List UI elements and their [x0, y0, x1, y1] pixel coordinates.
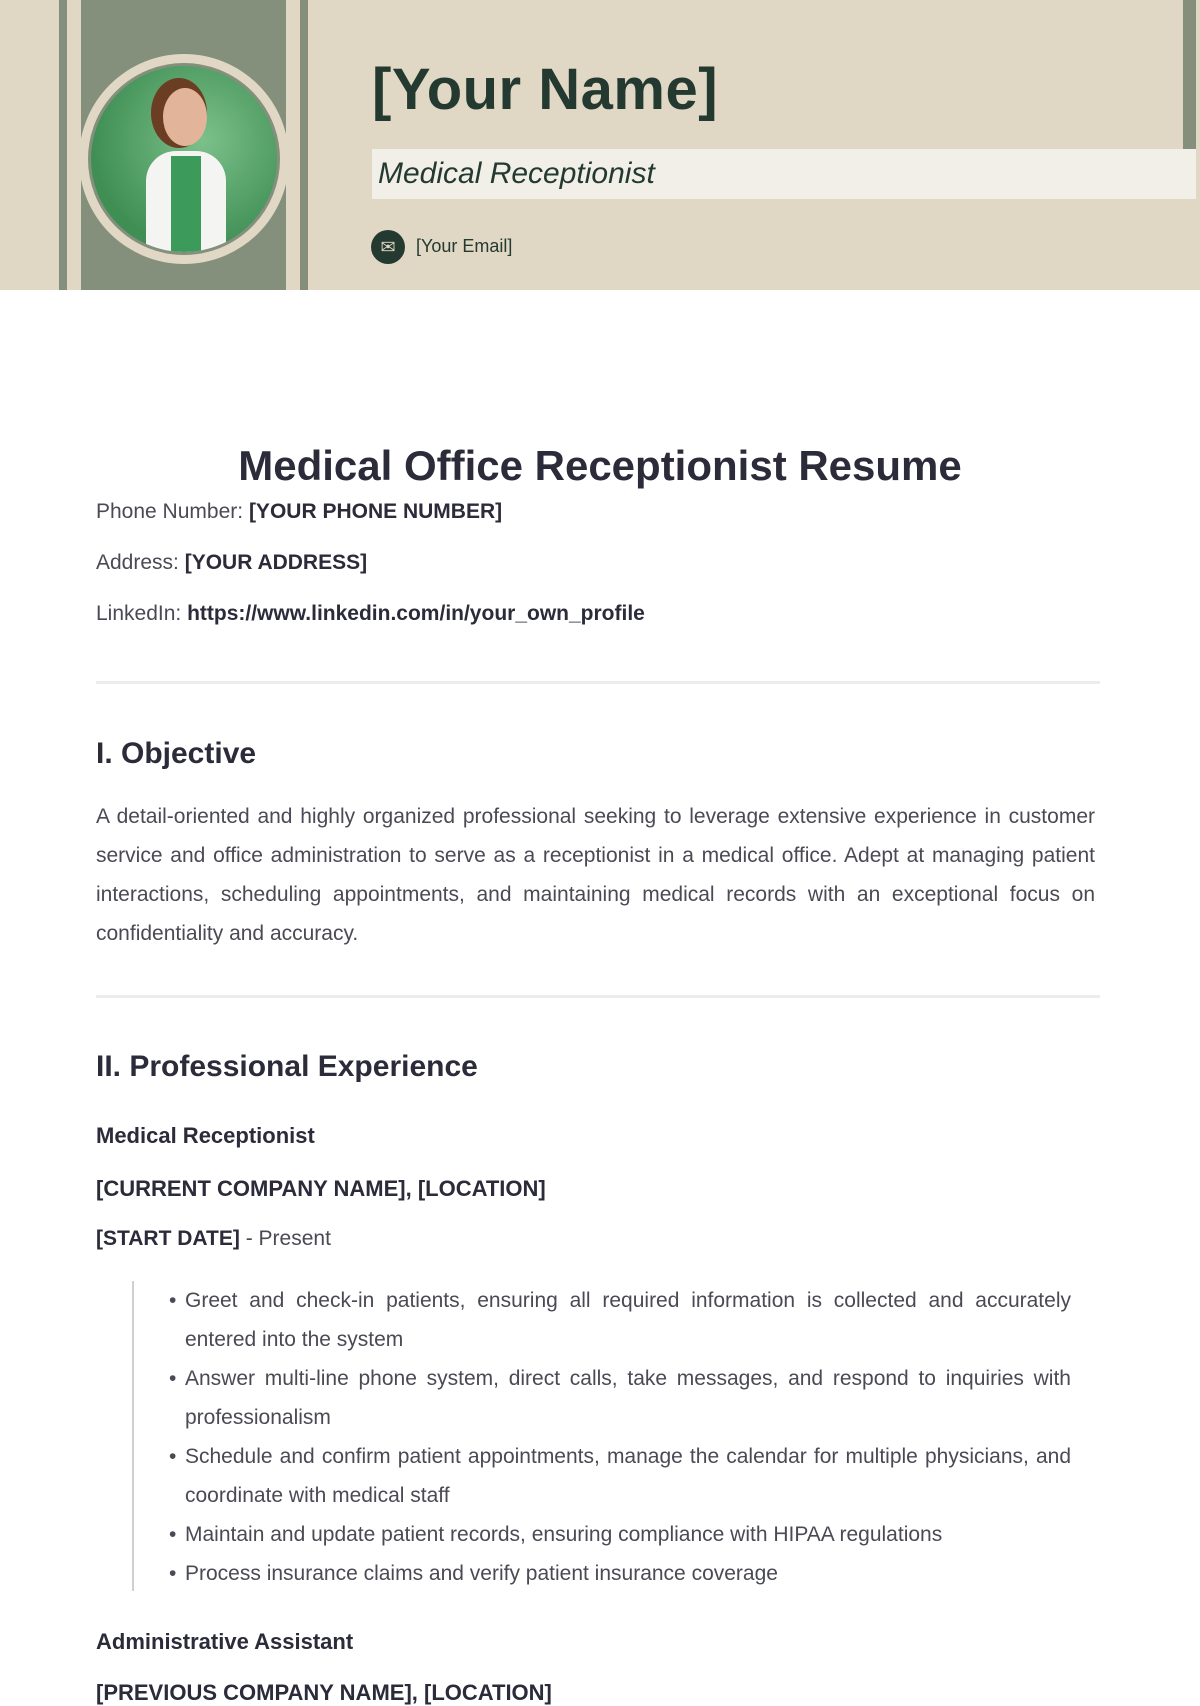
decorative-stripe — [1183, 0, 1196, 149]
contact-address: Address: [YOUR ADDRESS] — [96, 551, 368, 574]
list-item: • Schedule and confirm patient appointments, manage the calendar for multiple physicians, and coordinate with medical staff — [169, 1437, 1071, 1515]
divider — [96, 681, 1100, 684]
list-item: • Answer multi-line phone system, direct calls, take messages, and respond to inquiries with professionalism — [169, 1359, 1071, 1437]
job-company: [PREVIOUS COMPANY NAME], [LOCATION] — [96, 1680, 552, 1705]
document-title: Medical Office Receptionist Resume — [238, 442, 962, 489]
job-role: Medical Receptionist — [96, 1123, 315, 1148]
envelope-icon: ✉ — [371, 230, 405, 264]
decorative-stripe — [300, 0, 308, 290]
job-title-bar — [372, 149, 1196, 199]
job-responsibilities — [132, 1281, 1071, 1591]
job-company: [CURRENT COMPANY NAME], [LOCATION] — [96, 1176, 546, 1201]
objective-heading: I. Objective — [96, 737, 257, 770]
job-role: Administrative Assistant — [96, 1629, 354, 1654]
experience-heading: II. Professional Experience — [96, 1050, 478, 1083]
decorative-stripe — [59, 0, 67, 290]
list-item: • Maintain and update patient records, ensuring compliance with HIPAA regulations — [169, 1515, 1071, 1554]
objective-text: A detail-oriented and highly organized professional seeking to leverage extensive experience in customer service and office administration to serve as a receptionist in a medical office. Adept at managing patient interactions, scheduling appointments, and maintaining medical records with an exceptional focus on confidentiality and accuracy. — [96, 805, 1095, 945]
divider — [96, 995, 1100, 998]
contact-phone: Phone Number: [YOUR PHONE NUMBER] — [96, 500, 503, 523]
profile-photo — [88, 63, 280, 255]
resume-header — [0, 0, 1200, 290]
candidate-name: [Your Name] — [372, 57, 719, 122]
contact-linkedin: LinkedIn: https://www.linkedin.com/in/your_own_profile — [96, 602, 645, 625]
linkedin-link[interactable]: https://www.linkedin.com/in/your_own_profile — [187, 602, 645, 625]
list-item: • Greet and check-in patients, ensuring all required information is collected and accurately entered into the system — [169, 1281, 1071, 1359]
job-title: Medical Receptionist — [378, 157, 655, 190]
list-item: • Process insurance claims and verify patient insurance coverage — [169, 1554, 1071, 1593]
email[interactable]: [Your Email] — [416, 236, 513, 256]
job-dates: [START DATE] - Present — [96, 1227, 331, 1250]
